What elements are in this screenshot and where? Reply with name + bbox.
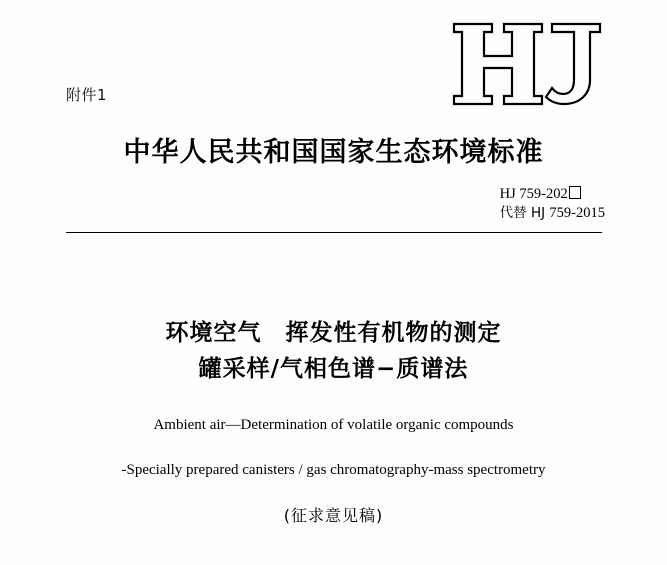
year-placeholder-box: [569, 186, 581, 199]
chinese-title-line2: 罐采样/气相色谱−质谱法: [198, 356, 469, 382]
attachment-label: 附件1: [66, 86, 108, 104]
replaces-line: [500, 204, 605, 223]
hj-logo-icon: [448, 18, 608, 110]
english-title-line2: -Specially prepared canisters / gas chromatography-mass spectrometry: [121, 462, 546, 478]
draft-note: (征求意见稿): [283, 506, 384, 525]
standard-code-text: HJ 759-202: [499, 186, 568, 202]
replaces-label: 代替 HJ: [499, 205, 546, 221]
chinese-title-line1-part1: 环境空气: [165, 320, 262, 346]
horizontal-divider: [66, 232, 602, 233]
english-title-line1: Ambient air—Determination of volatile organic compounds: [153, 417, 514, 433]
standard-code-block: [500, 185, 605, 223]
standard-code-line: [500, 185, 605, 204]
replaces-code: 759-2015: [549, 205, 605, 221]
page-title: 中华人民共和国国家生态环境标准: [123, 137, 544, 168]
chinese-title-line1: [0, 315, 667, 351]
chinese-title: [0, 315, 667, 387]
chinese-title-line1-part2: 挥发性有机物的测定: [285, 320, 502, 346]
